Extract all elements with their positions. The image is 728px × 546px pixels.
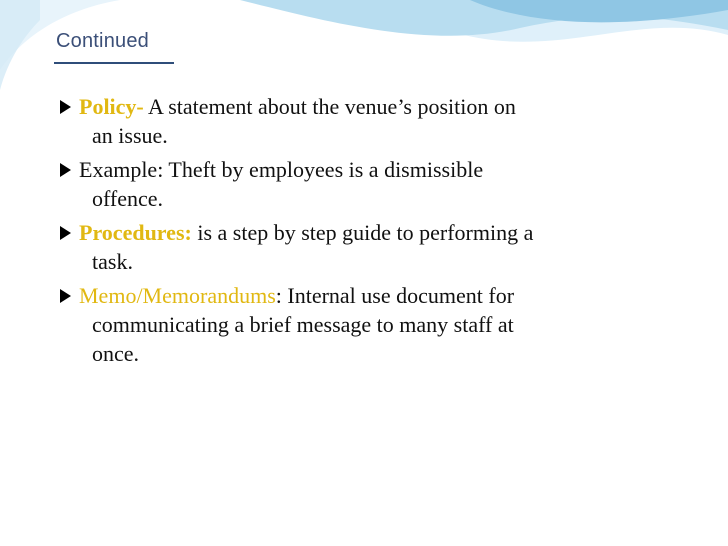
- bullet-list: [60, 92, 680, 373]
- term-procedures: Procedures:: [79, 220, 192, 245]
- title-underline: [54, 62, 174, 64]
- bullet-continuation: task.: [92, 249, 133, 274]
- slide-title: Continued: [56, 30, 149, 52]
- bullet-rest: Example: Theft by employees is a dismissible: [79, 157, 484, 182]
- bullet-arrow-icon: [60, 100, 71, 114]
- bullet-text: [79, 281, 680, 368]
- bullet-continuation: once.: [92, 341, 140, 366]
- term-memorandums: Memo/Memorandums: [79, 283, 276, 308]
- bullet-continuation: communicating a brief message to many staff at: [92, 312, 514, 337]
- bullet-item-policy: [60, 92, 680, 150]
- bullet-continuation: an issue.: [92, 123, 168, 148]
- bullet-rest: : Internal use document for: [275, 283, 515, 308]
- bullet-continuation: offence.: [92, 186, 164, 211]
- bullet-rest: A statement about the venue’s position on: [143, 94, 516, 119]
- term-policy: Policy-: [79, 94, 144, 119]
- bullet-arrow-icon: [60, 163, 71, 177]
- bullet-text: [79, 218, 680, 276]
- bullet-arrow-icon: [60, 289, 71, 303]
- bullet-item-procedures: [60, 218, 680, 276]
- bullet-arrow-icon: [60, 226, 71, 240]
- bullet-item-memo: [60, 281, 680, 368]
- bullet-text: [79, 92, 680, 150]
- bullet-text: [79, 155, 680, 213]
- bullet-rest: is a step by step guide to performing a: [191, 220, 534, 245]
- bullet-item-example: [60, 155, 680, 213]
